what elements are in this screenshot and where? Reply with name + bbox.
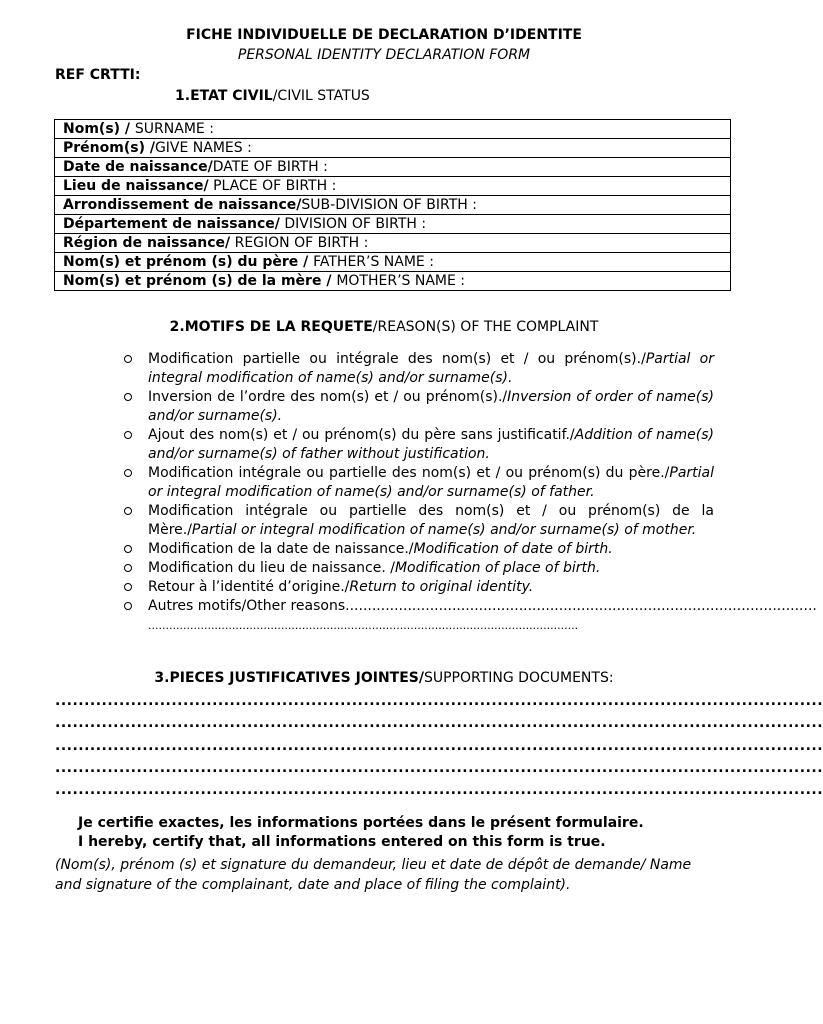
field-label-en: FATHER’S NAME :: [313, 254, 434, 270]
field-label-en: SURNAME :: [134, 121, 214, 137]
reasons-list: [124, 350, 817, 635]
region-of-birth-field[interactable]: [55, 234, 731, 253]
section-1-title-en: /CIVIL STATUS: [272, 88, 370, 104]
list-item[interactable]: [124, 616, 714, 635]
form-subtitle: PERSONAL IDENTITY DECLARATION FORM: [237, 47, 531, 63]
table-row: [55, 215, 731, 234]
checkbox-circle-icon[interactable]: [124, 545, 132, 553]
table-row: [55, 120, 731, 139]
reason-en: Addition of name(s) and/or surname(s) of father without justification.: [148, 427, 714, 462]
section-3-title-fr: 3.PIECES JUSTIFICATIVES JOINTES/: [154, 670, 424, 686]
form-title: FICHE INDIVIDUELLE DE DECLARATION D’IDENTITE: [186, 27, 582, 43]
section-1-number: 1: [175, 88, 185, 104]
table-row: [55, 196, 731, 215]
division-of-birth-field[interactable]: [55, 215, 731, 234]
section-3-heading: [0, 670, 768, 686]
list-item[interactable]: [124, 597, 817, 616]
table-row: [55, 158, 731, 177]
reason-en: Return to original identity.: [349, 579, 534, 595]
reason-en: Inversion of order of name(s) and/or surname(s).: [148, 389, 714, 424]
field-label-fr: Département de naissance/: [63, 216, 280, 232]
field-label-fr: Nom(s) et prénom (s) du père /: [63, 254, 314, 270]
list-item[interactable]: [124, 502, 714, 540]
field-label-en: GIVE NAMES :: [154, 140, 252, 156]
list-item[interactable]: [124, 426, 714, 464]
reason-fr: Inversion de l’ordre des nom(s) et / ou prénom(s)./: [148, 389, 508, 405]
checkbox-circle-icon[interactable]: [124, 355, 132, 363]
table-row: [55, 234, 731, 253]
subdivision-of-birth-field[interactable]: [55, 196, 731, 215]
table-row: [55, 139, 731, 158]
field-label-fr: Nom(s) et prénom (s) de la mère /: [63, 273, 337, 289]
list-item[interactable]: [124, 559, 714, 578]
field-label-fr: Prénom(s) /: [63, 140, 155, 156]
section-2-title-fr: .MOTIFS DE LA REQUETE: [179, 319, 373, 335]
table-row: [55, 253, 731, 272]
field-label-fr: Date de naissance/: [63, 159, 213, 175]
other-reasons-label: Autres motifs/Other reasons: [148, 598, 346, 614]
checkbox-circle-icon[interactable]: [124, 564, 132, 572]
table-row: [55, 177, 731, 196]
field-label-fr: Arrondissement de naissance/: [63, 197, 302, 213]
section-2-heading: [0, 319, 768, 335]
checkbox-circle-icon[interactable]: [124, 583, 132, 591]
supporting-document-line-1[interactable]: ....................................................................................................................................: [55, 693, 823, 709]
list-item[interactable]: [124, 578, 714, 597]
field-label-en: REGION OF BIRTH :: [230, 235, 369, 251]
field-label-en: DATE OF BIRTH :: [212, 159, 328, 175]
section-3-title-en: SUPPORTING DOCUMENTS:: [423, 670, 614, 686]
reference-label: REF CRTTI:: [55, 67, 141, 83]
supporting-document-line-3[interactable]: ....................................................................................................................................: [55, 738, 823, 754]
father-name-field[interactable]: [55, 253, 731, 272]
section-1-heading: [175, 88, 370, 104]
reason-fr: Retour à l’identité d’origine./: [148, 579, 350, 595]
certification-fr: Je certifie exactes, les informations portées dans le présent formulaire.: [78, 815, 644, 831]
reason-fr: Modification intégrale ou partielle des nom(s) et / ou prénom(s) du père./: [148, 465, 670, 481]
field-label-fr: Région de naissance/: [63, 235, 231, 251]
supporting-document-line-5[interactable]: ....................................................................................................................................: [55, 782, 823, 798]
reason-fr: Modification du lieu de naissance. /: [148, 560, 395, 576]
field-label-fr: Nom(s) /: [63, 121, 135, 137]
field-label-en: MOTHER’S NAME :: [336, 273, 466, 289]
list-item[interactable]: [124, 540, 714, 559]
field-label-fr: Lieu de naissance/: [63, 178, 209, 194]
reason-en: Partial or integral modification of name(s) and/or surname(s) of father.: [148, 465, 714, 500]
reason-en: Modification of place of birth.: [394, 560, 601, 576]
checkbox-circle-icon[interactable]: [124, 507, 132, 515]
list-item[interactable]: [124, 350, 714, 388]
section-1-title-fr: .ETAT CIVIL: [184, 88, 273, 104]
field-label-en: DIVISION OF BIRTH :: [279, 216, 427, 232]
checkbox-circle-icon[interactable]: [124, 602, 132, 610]
table-row: [55, 272, 731, 291]
reason-fr: Modification de la date de naissance./: [148, 541, 414, 557]
surname-field[interactable]: [55, 120, 731, 139]
civil-status-table: [54, 119, 731, 291]
list-item[interactable]: [124, 388, 714, 426]
checkbox-circle-icon[interactable]: [124, 469, 132, 477]
reason-fr: Modification partielle ou intégrale des nom(s) et / ou prénom(s)./: [148, 351, 646, 367]
given-names-field[interactable]: [55, 139, 731, 158]
other-reasons-dots-line-2[interactable]: ...........................................................................................................................: [148, 619, 579, 632]
signature-note: (Nom(s), prénom (s) et signature du demandeur, lieu et date de dépôt de demande/ Name and signature of the complainant, date and place of filing the complaint).: [55, 857, 692, 893]
other-reasons-dots[interactable]: ..........................................................................................................: [345, 598, 817, 614]
section-2-title-en: /REASON(S) OF THE COMPLAINT: [372, 319, 599, 335]
reason-en: Modification of date of birth.: [413, 541, 613, 557]
mother-name-field[interactable]: [55, 272, 731, 291]
field-label-en: PLACE OF BIRTH :: [208, 178, 337, 194]
reason-fr: Ajout des nom(s) et / ou prénom(s) du père sans justificatif./: [148, 427, 575, 443]
date-of-birth-field[interactable]: [55, 158, 731, 177]
field-label-en: SUB-DIVISION OF BIRTH :: [301, 197, 477, 213]
supporting-document-line-2[interactable]: ....................................................................................................................................: [55, 715, 823, 731]
reason-fr: Modification intégrale ou partielle des nom(s) et / ou prénom(s) de la Mère./: [148, 503, 714, 538]
section-2-number: 2: [169, 319, 180, 335]
reason-en: Partial or integral modification of name(s) and/or surname(s).: [148, 351, 714, 386]
list-item[interactable]: [124, 464, 714, 502]
supporting-document-line-4[interactable]: ....................................................................................................................................: [55, 760, 823, 776]
checkbox-circle-icon[interactable]: [124, 431, 132, 439]
certification-en: I hereby, certify that, all informations entered on this form is true.: [78, 834, 606, 850]
checkbox-circle-icon[interactable]: [124, 393, 132, 401]
reason-en: Partial or integral modification of name(s) and/or surname(s) of mother.: [191, 522, 697, 538]
place-of-birth-field[interactable]: [55, 177, 731, 196]
